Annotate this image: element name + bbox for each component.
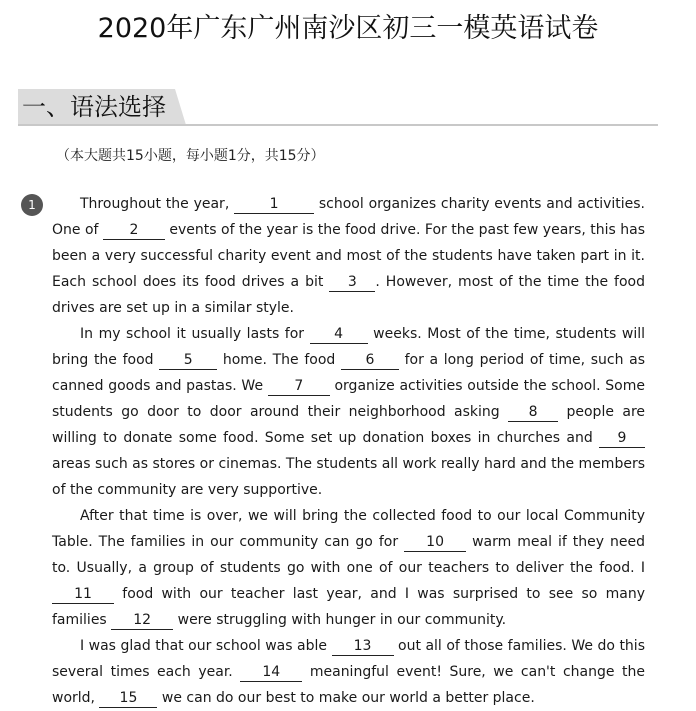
- blank-8: 8: [508, 404, 558, 422]
- blank-12: 12: [111, 612, 173, 630]
- passage-text: were struggling with hunger in our community.: [173, 612, 507, 628]
- paragraph-2: [52, 321, 645, 503]
- passage-text: events of the year is the food drive. For the past few years, this has been a very successful charity event and most of the students have taken part in it. Each school does its food drives a bit: [52, 222, 645, 290]
- passage-text: After that time is over, we will bring the collected food to our local Community Table. The families in our community can go for: [52, 508, 645, 550]
- passage-text: school organizes charity events and activities. One of: [52, 196, 645, 238]
- question-number-badge: 1: [21, 194, 43, 216]
- blank-5: 5: [159, 352, 217, 370]
- passage-text: In my school it usually lasts for: [80, 326, 310, 342]
- passage-text: Throughout the year,: [80, 196, 235, 212]
- passage-text: food with our teacher last year, and I was surprised to see so many families: [52, 586, 645, 628]
- blank-2: 2: [103, 222, 165, 240]
- passage-text: . However, most of the time the food drives are set up in a similar style.: [52, 274, 646, 316]
- blank-7: 7: [268, 378, 330, 396]
- passage-text: weeks. Most of the time, students will bring the food: [52, 326, 645, 368]
- blank-1: 1: [234, 196, 314, 214]
- blank-3: 3: [329, 274, 375, 292]
- passage-text: people are willing to donate some food. Some set up donation boxes in churches and: [52, 404, 646, 446]
- passage-text: organize activities outside the school. Some students go door to door around their neighborhood asking: [52, 378, 645, 420]
- passage-text: home. The food: [217, 352, 341, 368]
- section-divider: [18, 124, 658, 126]
- paragraph-1: [52, 191, 645, 321]
- blank-11: 11: [52, 586, 114, 604]
- passage-text: we can do our best to make our world a better place.: [157, 690, 535, 706]
- passage: [52, 191, 645, 711]
- blank-9: 9: [599, 430, 645, 448]
- blank-15: 15: [99, 690, 157, 708]
- page-title: 2020年广东广州南沙区初三一模英语试卷: [97, 13, 599, 44]
- passage-text: meaningful event! Sure, we can't change the world,: [52, 664, 645, 706]
- blank-4: 4: [310, 326, 368, 344]
- section-title: 一、语法选择: [22, 93, 166, 121]
- instructions: （本大题共15小题，每小题1分，共15分）: [56, 148, 325, 164]
- paragraph-3: [52, 503, 645, 633]
- passage-text: I was glad that our school was able: [80, 638, 332, 654]
- passage-text: warm meal if they need to. Usually, a group of students go with one of our teachers to deliver the food. I: [52, 534, 645, 576]
- passage-text: out all of those families. We do this several times each year.: [52, 638, 645, 680]
- blank-6: 6: [341, 352, 399, 370]
- blank-14: 14: [240, 664, 302, 682]
- blank-13: 13: [332, 638, 394, 656]
- passage-text: for a long period of time, such as canned goods and pastas. We: [52, 352, 645, 394]
- blank-10: 10: [404, 534, 466, 552]
- paragraph-4: [52, 633, 645, 711]
- passage-text: areas such as stores or cinemas. The students all work really hard and the members of the community are very supportive.: [52, 456, 645, 498]
